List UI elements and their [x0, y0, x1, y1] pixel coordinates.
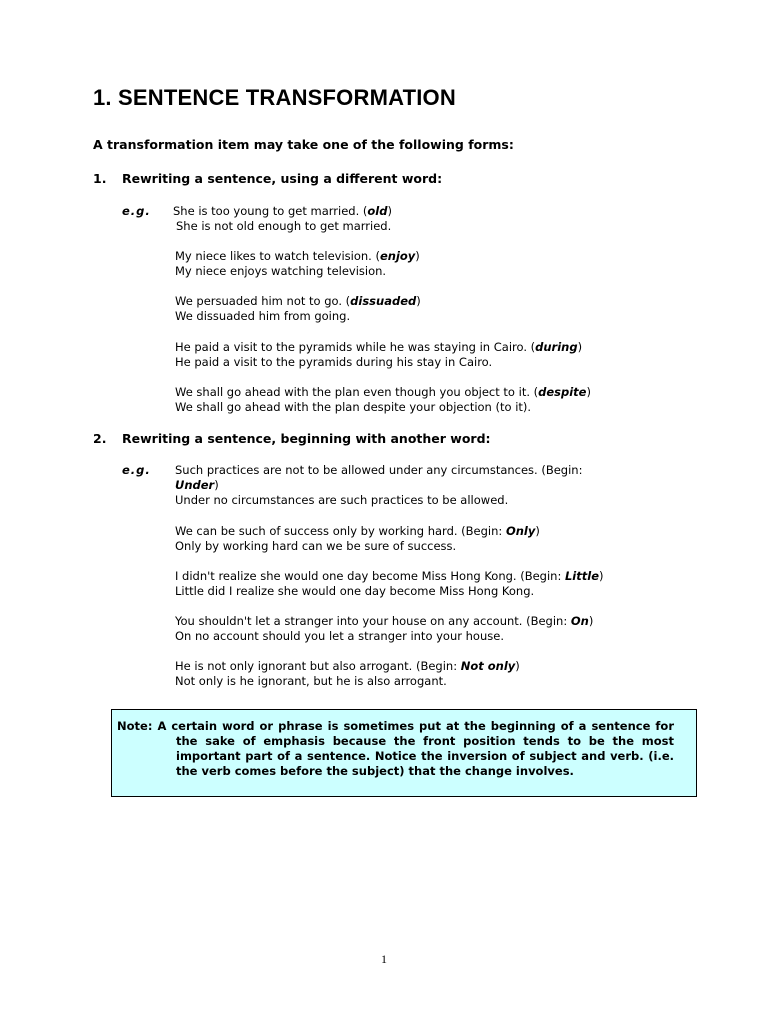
keyword: enjoy: [379, 249, 416, 263]
example-question: He paid a visit to the pyramids while he was staying in Cairo. (during): [175, 340, 583, 354]
keyword: Not only: [460, 659, 516, 673]
section-heading-text: Rewriting a sentence, using a different word:: [122, 171, 443, 186]
example-item: [175, 340, 675, 370]
example-answer: Only by working hard can we be sure of success.: [175, 539, 457, 553]
eg-label: e.g.: [122, 204, 151, 218]
example-question: We persuaded him not to go. (dissuaded): [175, 294, 421, 308]
example-item: [175, 659, 675, 689]
example-question: You shouldn't let a stranger into your house on any account. (Begin: On): [175, 614, 594, 628]
keyword: despite: [538, 385, 587, 399]
example-question: She is too young to get married. (old): [173, 204, 392, 218]
example-item: [175, 385, 675, 415]
example-item: [175, 249, 675, 279]
example-answer: On no account should you let a stranger into your house.: [175, 629, 504, 643]
keyword: On: [570, 614, 589, 628]
example-answer: My niece enjoys watching television.: [175, 264, 387, 278]
example-question: My niece likes to watch television. (enjoy): [175, 249, 420, 263]
example-item: [175, 294, 675, 324]
example-answer: We dissuaded him from going.: [175, 309, 351, 323]
page-title: 1. SENTENCE TRANSFORMATION: [93, 85, 456, 110]
section-number: 2.: [93, 431, 107, 446]
note-box: Note: A certain word or phrase is sometimes put at the beginning of a sentence for the sake of emphasis because the front position tends to be the most important part of a sentence. Notice the inversion of subject and verb. (i.e. the verb comes before the subject) that the change involves.: [111, 709, 697, 797]
keyword: old: [367, 204, 388, 218]
example-item: [173, 204, 673, 234]
example-answer: She is not old enough to get married.: [176, 219, 392, 233]
section-heading-text: Rewriting a sentence, beginning with another word:: [122, 431, 491, 446]
example-answer: Under no circumstances are such practices to be allowed.: [175, 493, 509, 507]
section-1-heading: [93, 171, 442, 186]
example-answer: Little did I realize she would one day become Miss Hong Kong.: [175, 584, 535, 598]
example-answer: We shall go ahead with the plan despite your objection (to it).: [175, 400, 532, 414]
intro-text: A transformation item may take one of the following forms:: [93, 137, 514, 152]
example-question: We can be such of success only by working hard. (Begin: Only): [175, 524, 540, 538]
example-answer: Not only is he ignorant, but he is also arrogant.: [175, 674, 447, 688]
example-item: [175, 463, 675, 508]
example-item: [175, 524, 675, 554]
example-question: We shall go ahead with the plan even though you object to it. (despite): [175, 385, 591, 399]
keyword: dissuaded: [350, 294, 417, 308]
eg-label: e.g.: [122, 463, 151, 477]
example-item: [175, 614, 675, 644]
keyword: Under: [175, 478, 215, 492]
keyword: Only: [505, 524, 536, 538]
page-number: 1: [381, 952, 387, 966]
example-answer: He paid a visit to the pyramids during his stay in Cairo.: [175, 355, 493, 369]
keyword: Little: [564, 569, 599, 583]
section-number: 1.: [93, 171, 107, 186]
example-question: Such practices are not to be allowed under any circumstances. (Begin:: [175, 463, 583, 477]
example-question-cont: Under): [175, 478, 219, 492]
keyword: during: [535, 340, 578, 354]
example-question: I didn't realize she would one day become Miss Hong Kong. (Begin: Little): [175, 569, 604, 583]
example-question: He is not only ignorant but also arrogant. (Begin: Not only): [175, 659, 520, 673]
section-2-heading: [93, 431, 491, 446]
example-item: [175, 569, 675, 599]
